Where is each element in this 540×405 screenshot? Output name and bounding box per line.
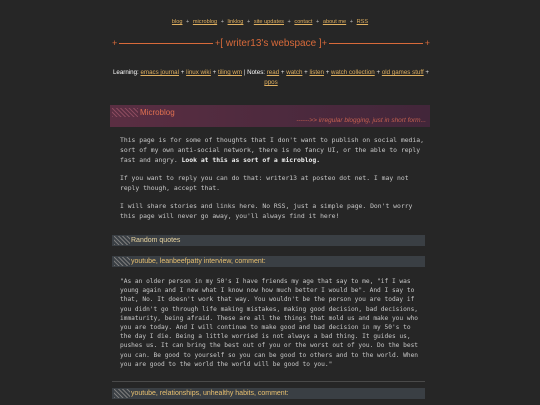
entry-tags: youtube, relationships, unhealthy habits, comment: [131,390,289,397]
site-banner: + + [ writer13's webspace ] + + [112,37,430,49]
entry-header [112,388,425,399]
section-title: Random quotes [131,237,181,244]
page-subtitle: ------>> irregular blogging, just in short form... [296,117,426,124]
site-title: [ writer13's webspace ] [220,37,322,49]
notes-link-old-games-stuff[interactable]: old games stuff [381,69,424,76]
banner-rule-left [119,43,213,44]
nav-link-microblog[interactable]: microblog [192,19,218,25]
entry-header [112,256,425,267]
intro-paragraph-1: This page is for some of thoughts that I don't want to publish on social media, sort of my own anti-social network, there is no fancy UI, or the able to reply fast and angry. Look at this as sort of a microblog. [120,136,424,164]
entry-quote-text: "As an older person in my 50's I have friends my age that say to me, "if I was young again and I new what I know now how much better I would be". And I say to that, No. It doesn't work that way. You wouldn't be the person you are today if you didn't go through life making mistakes, making good decision, bad decisions, immaturity, being afraid. These are all the things that mold us and make you who you are today. And I will continue to make good and bad decision in my 50's to the day I die. Being a little worried is not always a bad thing. It guides us, pushes us. It can bring the best out of you or the worst out of you. Do the best you can. Be good to yourself so you can be good to others and to the world. When you are good to the world the world will be good to you." [120,278,419,368]
learning-link-linux-wiki[interactable]: linux wiki [186,69,211,76]
nav-link-site-updates[interactable]: site updates [253,19,284,25]
notes-link-watch-collection[interactable]: watch collection [331,69,375,76]
learning-notes-nav: Learning: emacs journal + linux wiki + tiling wm | Notes: read + watch + listen + watch collection + old games stuff + ppos [112,69,430,86]
entry-hatch-decoration [114,257,130,266]
learning-label: Learning: [112,69,139,76]
notes-link-listen[interactable]: listen [309,69,324,76]
notes-link-ppos[interactable]: ppos [264,79,278,86]
microblog-header [110,105,430,127]
banner-rule-right [329,43,423,44]
nav-link-blog[interactable]: blog [171,19,183,25]
entry-hatch-decoration [114,389,130,398]
intro-bold-text: Look at this as sort of a microblog. [181,156,321,164]
header-hatch-decoration [112,108,138,117]
entry-tags: youtube, leanbeefpatty interview, comment: [131,258,266,265]
learning-link-emacs-journal[interactable]: emacs journal [140,69,180,76]
notes-label: Notes: [247,69,266,76]
page-title: Microblog [140,108,175,117]
section-random-quotes [112,235,425,246]
intro-paragraph-3: I will share stories and links here. No RSS, just a simple page. Don't worry this page will never go away, you'll always find it here! [120,202,413,220]
entry-divider [112,381,425,382]
notes-link-read[interactable]: read [266,69,280,76]
learning-link-tiling-wm[interactable]: tiling wm [217,69,243,76]
nav-link-rss[interactable]: RSS [356,19,369,25]
nav-link-linklog[interactable]: linklog [227,19,244,25]
nav-link-about-me[interactable]: about me [322,19,347,25]
section-hatch-decoration [114,236,130,245]
intro-paragraph-2: If you want to reply you can do that: writer13 at posteo dot net. I may not reply though, accept that. [120,174,409,192]
top-navigation: blog + microblog + linklog + site updates + contact + about me + RSS [171,19,369,25]
nav-link-contact[interactable]: contact [294,19,313,25]
notes-link-watch[interactable]: watch [286,69,303,76]
